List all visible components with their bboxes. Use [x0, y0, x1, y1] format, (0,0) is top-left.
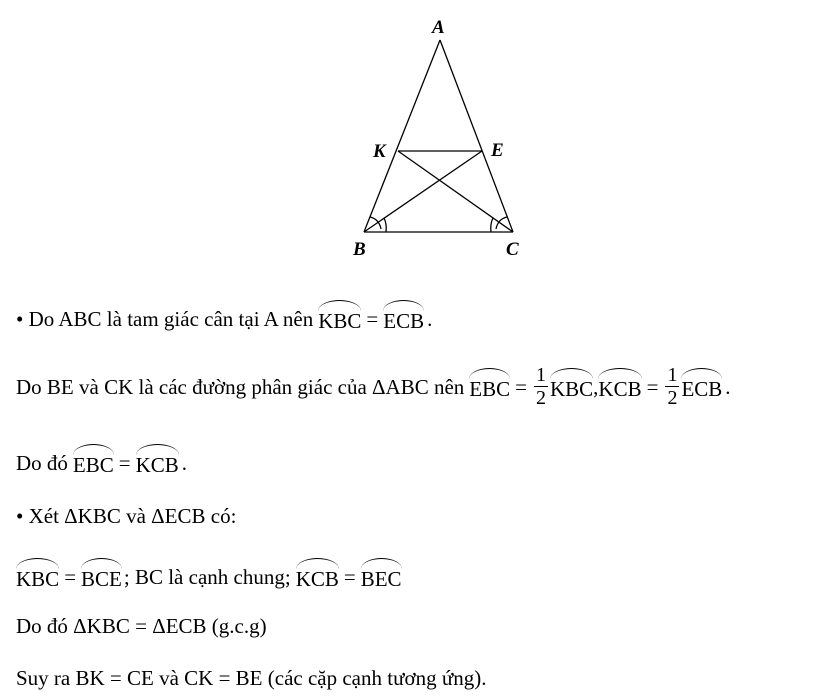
bisector-be	[364, 151, 482, 232]
period: .	[725, 374, 731, 399]
denominator: 2	[667, 387, 678, 409]
side-ab	[364, 40, 440, 232]
angle-kcb: KCB	[296, 560, 339, 593]
line-1-text: • Do ABC là tam giác cân tại A nên	[16, 306, 314, 331]
period: .	[427, 306, 433, 331]
equals-sign: =	[343, 564, 356, 589]
equals-sign: =	[366, 306, 379, 331]
label-e: E	[491, 140, 504, 161]
angle-bce: BCE	[81, 560, 122, 593]
denominator: 2	[535, 387, 546, 409]
angle-kbc: KBC	[550, 370, 593, 403]
isosceles-triangle-figure	[330, 8, 550, 270]
solution-line-1	[16, 302, 432, 335]
period: .	[181, 450, 188, 475]
angle-mark-b-inner	[384, 218, 386, 232]
angle-kbc: KBC	[16, 560, 59, 593]
solution-line-6	[16, 612, 267, 640]
angle-kbc: KBC	[318, 302, 361, 335]
angle-ebc: EBC	[469, 370, 510, 403]
line-4-text: • Xét ΔKBC và ΔECB có:	[16, 504, 237, 528]
solution-line-5	[16, 560, 402, 593]
angle-mark-c-inner	[491, 218, 493, 232]
angle-ecb: ECB	[681, 370, 722, 403]
angle-ecb: ECB	[383, 302, 424, 335]
angle-kcb: KCB	[136, 446, 179, 479]
comma: ,	[593, 374, 599, 399]
line-3-text: Do đó	[16, 450, 68, 475]
equals-sign: =	[515, 374, 527, 399]
solution-line-2	[16, 364, 731, 409]
line-6-text: Do đó ΔKBC = ΔECB (g.c.g)	[16, 614, 267, 638]
angle-ebc: EBC	[73, 446, 114, 479]
line-2-text: Do BE và CK là các đường phân giác của ΔABC nên	[16, 374, 465, 399]
fraction-one-half	[665, 364, 679, 409]
label-b: B	[353, 239, 366, 260]
label-k: K	[373, 141, 386, 162]
numerator: 1	[535, 364, 546, 386]
solution-line-7	[16, 664, 486, 692]
solution-line-3	[16, 446, 187, 479]
equals-sign: =	[64, 564, 77, 589]
bisector-ck	[398, 151, 513, 232]
fraction-one-half	[534, 364, 548, 409]
angle-kcb: KCB	[598, 370, 641, 403]
label-a: A	[432, 17, 445, 38]
equals-sign: =	[646, 374, 659, 399]
solution-line-4	[16, 502, 236, 530]
side-ac	[440, 40, 513, 232]
line-5-middle-text: ; BC là cạnh chung;	[123, 564, 291, 589]
equals-sign: =	[118, 450, 131, 475]
numerator: 1	[667, 364, 678, 386]
line-7-text: Suy ra BK = CE và CK = BE (các cặp cạnh tương ứng).	[16, 666, 487, 690]
angle-bec: BEC	[361, 560, 402, 593]
label-c: C	[506, 239, 519, 260]
